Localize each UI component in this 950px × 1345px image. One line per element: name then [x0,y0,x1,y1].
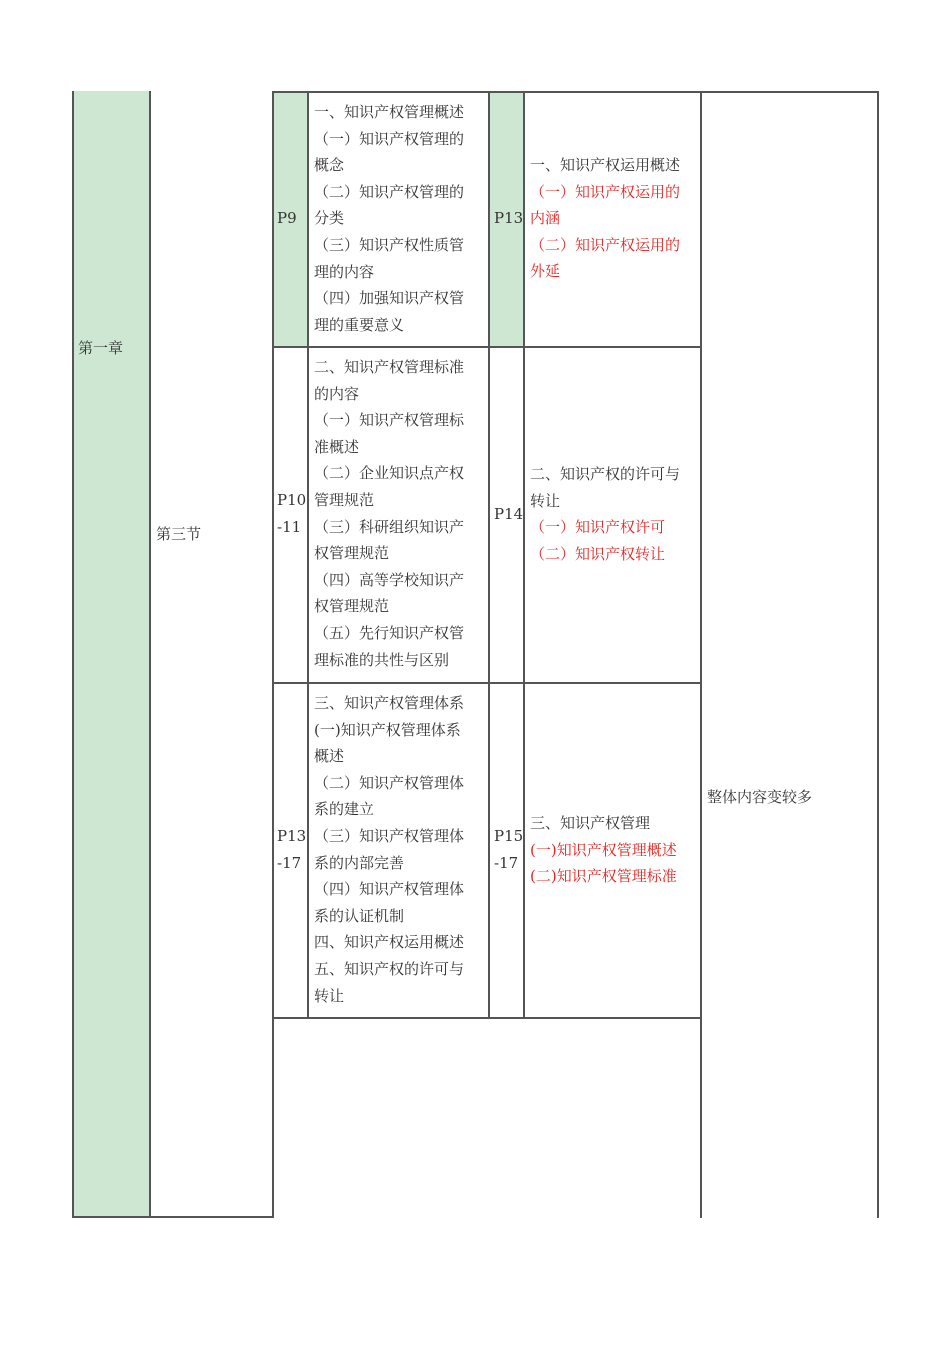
content-line: （三）知识产权性质管 [314,235,465,254]
content-title-line: 三、知识产权管理 [530,814,651,832]
row2-border-bottom [272,682,702,684]
row3-border-bottom [272,1017,702,1019]
row1-new-page [494,205,523,232]
content-line: 概述 [314,747,345,766]
content-line: 系的认证机制 [314,906,405,925]
content-line: 理标准的共性与区别 [314,650,450,669]
content-line: （二）企业知识点产权 [314,464,465,483]
content-line: 理的内容 [314,262,375,281]
row2-old-content [314,354,464,673]
content-red-line: （一）知识产权许可 [530,518,666,537]
chapter-label: 第一章 [78,339,124,357]
content-line: （二）知识产权管理的 [314,182,465,201]
content-line: 二、知识产权管理标准 [314,358,465,376]
row2-old-page [277,487,306,540]
content-line: （一）知识产权管理标 [314,411,465,430]
content-line: （一）知识产权管理的 [314,129,465,148]
table-border-bottom [72,1216,274,1218]
content-line: （三）科研组织知识产 [314,517,465,536]
content-line: (一)知识产权管理体系 [314,720,461,739]
content-line: （五）先行知识产权管 [314,623,465,642]
content-red-line: （二）知识产权运用的 [530,235,681,254]
old-page-border-right [307,91,309,1018]
content-line: 系的内部完善 [314,853,405,872]
content-red-line: (一)知识产权管理概述 [530,840,677,859]
page-number-line: P9 [277,209,297,227]
content-red-line: (二)知识产权管理标准 [530,867,677,886]
table-border-left [72,91,74,1218]
page-number-line: -11 [277,517,302,536]
row3-old-page [277,823,306,876]
page-number-line: P15 [494,827,524,845]
content-line: （四）加强知识产权管 [314,289,465,308]
row1-new-content [530,152,680,285]
row1-old-page [277,205,297,232]
content-title-line: 二、知识产权的许可与 [530,465,681,483]
content-title-line: 一、知识产权运用概述 [530,156,681,174]
row3-new-content [530,810,677,890]
content-line: 权管理规范 [314,597,390,616]
content-line: 管理规范 [314,490,375,509]
chapter-cell-bg [73,91,150,1218]
content-line: （四）高等学校知识产 [314,570,465,589]
table-border-right [877,91,879,1218]
content-line: 权管理规范 [314,544,390,563]
row3-new-page [494,823,523,876]
content-line: （四）知识产权管理体 [314,880,465,899]
content-line: 转让 [314,986,345,1005]
content-line: 分类 [314,209,345,228]
content-red-line: （一）知识产权运用的 [530,182,681,201]
content-line: 一、知识产权管理概述 [314,103,465,121]
content-line: 准概述 [314,437,360,456]
content-line: 理的重要意义 [314,315,405,334]
page-number-line: -17 [277,853,302,872]
content-line: 概念 [314,156,345,175]
row2-new-page [494,501,523,528]
section-border-right [272,91,274,1218]
remark-text: 整体内容变较多 [707,788,813,806]
content-line: 四、知识产权运用概述 [314,933,465,952]
content-line: （三）知识产权管理体 [314,826,465,845]
chapter-border-right [149,91,151,1218]
content-line: 三、知识产权管理体系 [314,694,465,712]
old-content-border-right [488,91,490,1018]
content-line: 五、知识产权的许可与 [314,959,465,978]
page-number-line: P14 [494,505,524,523]
row2-new-content [530,461,680,567]
content-red-line: （二）知识产权转让 [530,544,666,563]
content-red-line: 外延 [530,262,561,281]
page-number-line: P13 [277,827,307,845]
new-content-border-right [700,91,702,1218]
page-number-line: P13 [494,209,524,227]
content-line: 系的建立 [314,800,375,819]
content-line: （二）知识产权管理体 [314,773,465,792]
content-line: 的内容 [314,384,360,403]
new-page-border-right [523,91,525,1018]
table-border-top [272,91,878,93]
content-title-line: 转让 [530,491,561,510]
content-red-line: 内涵 [530,209,561,228]
row1-border-bottom [272,346,702,348]
page-number-line: -17 [494,853,519,872]
row1-old-content [314,99,464,338]
page-number-line: P10 [277,491,307,509]
section-label: 第三节 [156,525,202,543]
row3-old-content [314,690,464,1009]
